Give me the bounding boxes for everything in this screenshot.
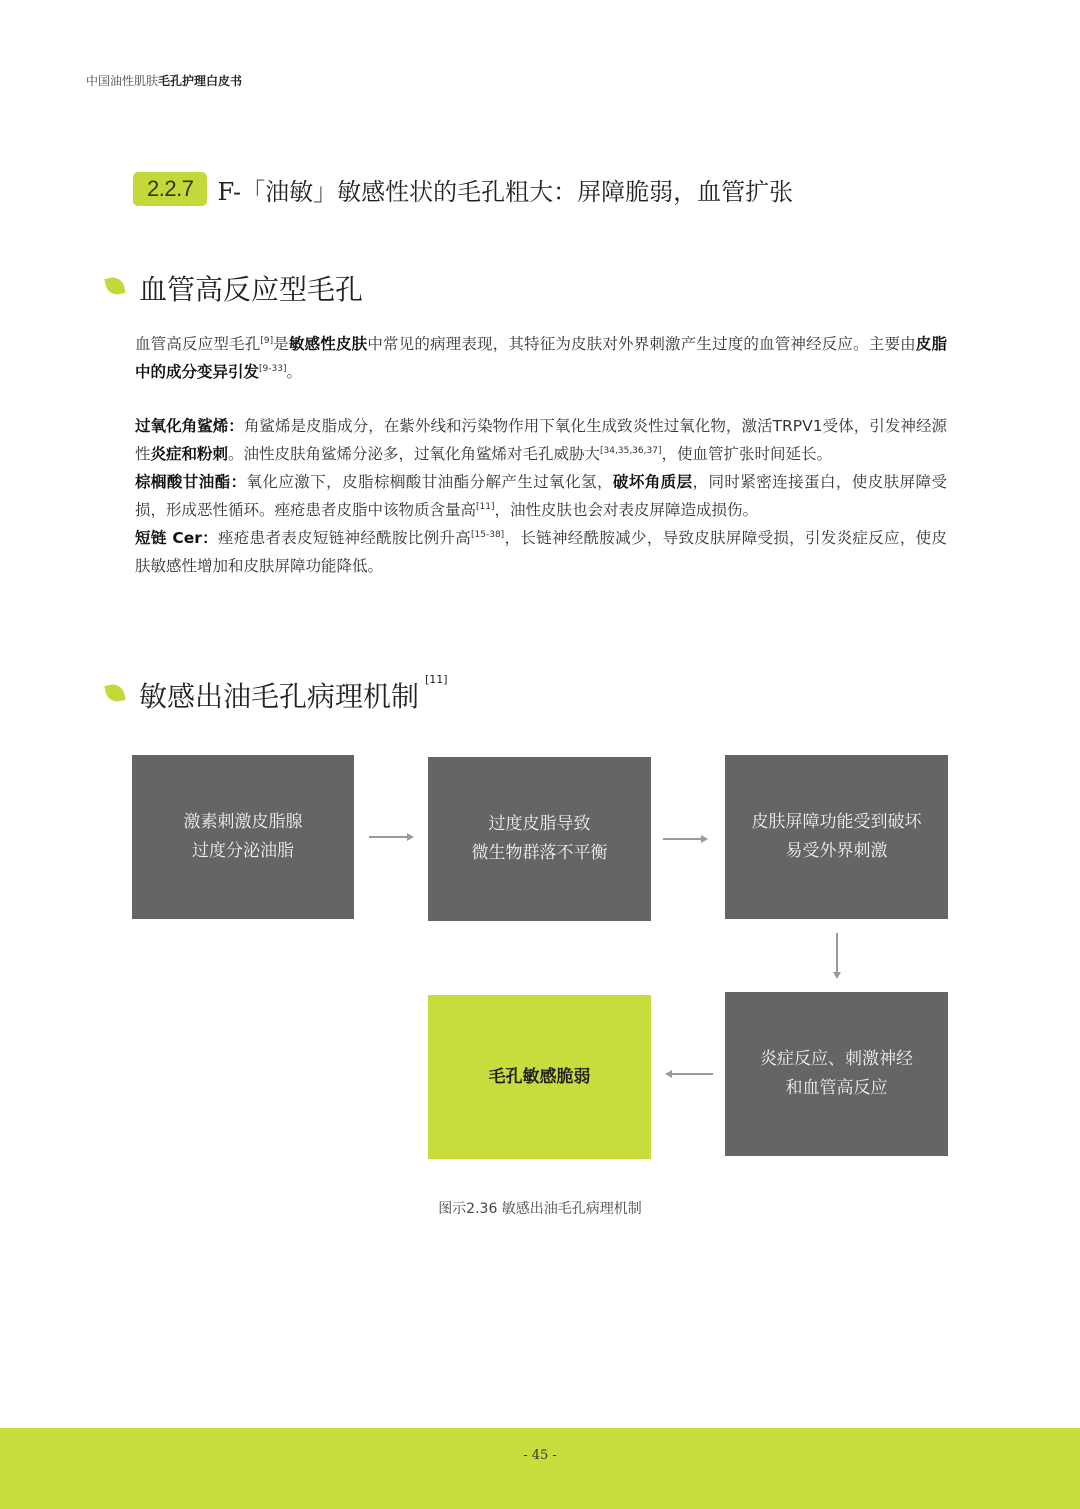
intro-bold-1: 敏感性皮肤 bbox=[288, 335, 368, 353]
arrow-left-icon bbox=[663, 1067, 715, 1081]
item-text: ，同时紧密连接蛋白，使皮肤屏障受损，形成恶性循环。痤疮患者皮脂中该物质含量高 bbox=[135, 473, 947, 519]
section-heading bbox=[133, 170, 793, 208]
intro-text-3: 中常见的病理表现，其特征为皮肤对外界刺激产生过度的血管神经反应。主要由 bbox=[367, 335, 916, 353]
item-text: 痤疮患者表皮短链神经酰胺比例升高 bbox=[218, 529, 472, 547]
citation: [9] bbox=[260, 336, 274, 346]
running-header bbox=[86, 72, 242, 89]
citation: [9-33] bbox=[259, 364, 287, 374]
flow-box-line: 过度分泌油脂 bbox=[192, 841, 294, 861]
item-bold: 破坏角质层 bbox=[612, 473, 693, 491]
flow-box-sensitive-pores bbox=[428, 995, 651, 1159]
intro-text-4: 。 bbox=[286, 363, 302, 381]
flow-box-microbiome bbox=[428, 757, 651, 921]
item-bold: 炎症和粉刺 bbox=[150, 445, 229, 463]
list-item-cer bbox=[135, 524, 947, 580]
item-text: ，使血管扩张时间延长。 bbox=[661, 445, 832, 463]
intro-text-2: 是 bbox=[273, 335, 289, 353]
citation: [15-38] bbox=[471, 530, 505, 540]
flow-box-line: 和血管高反应 bbox=[785, 1078, 888, 1098]
leaf-icon bbox=[104, 682, 125, 703]
list-item-squalene bbox=[135, 412, 947, 468]
page-number: - 45 - bbox=[523, 1448, 557, 1463]
flow-box-line: 炎症反应、刺激神经 bbox=[760, 1049, 913, 1069]
item-text: ，油性皮肤也会对表皮屏障造成损伤。 bbox=[494, 501, 759, 519]
arrow-right-icon bbox=[368, 830, 416, 844]
item-text: ，长链神经酰胺减少，导致皮肤屏障受损，引发炎症反应，使皮肤敏感性增加和皮肤屏障功能降低。 bbox=[135, 529, 947, 575]
mechanism-list bbox=[135, 412, 947, 580]
header-prefix: 中国油性肌肤 bbox=[86, 74, 159, 88]
arrow-down-icon bbox=[830, 932, 844, 980]
item-term: 棕榈酸甘油酯： bbox=[135, 473, 247, 491]
intro-text-1: 血管高反应型毛孔 bbox=[135, 335, 261, 353]
intro-bold-2: 皮脂中的成分变异引发 bbox=[135, 335, 947, 381]
section-number-badge: 2.2.7 bbox=[133, 172, 207, 206]
citation: [11] bbox=[425, 673, 448, 686]
subsection-heading-text: 敏感出油毛孔病理机制 bbox=[139, 680, 420, 713]
flow-box-line: 过度皮脂导致 bbox=[488, 814, 591, 834]
item-term: 短链 Cer： bbox=[135, 529, 218, 547]
list-item-palmitate bbox=[135, 468, 947, 524]
item-text: 角鲨烯是皮脂成分，在紫外线和污染物作用下氧化生成致炎性过氧化物，激活TRPV1受体，引发神经源性 bbox=[135, 417, 947, 463]
figure-caption: 图示2.36 敏感出油毛孔病理机制 bbox=[438, 1201, 642, 1217]
flow-box-line: 毛孔敏感脆弱 bbox=[488, 1066, 591, 1087]
item-text: 。油性皮肤角鲨烯分泌多，过氧化角鲨烯对毛孔威胁大 bbox=[228, 445, 601, 463]
leaf-icon bbox=[104, 275, 125, 296]
subsection-heading-mechanism bbox=[139, 675, 448, 715]
flow-box-line: 激素刺激皮脂腺 bbox=[183, 812, 303, 832]
citation: [11] bbox=[476, 502, 495, 512]
flow-box-line: 易受外界刺激 bbox=[785, 841, 888, 861]
arrow-right-icon bbox=[662, 832, 710, 846]
header-title: 毛孔护理白皮书 bbox=[158, 74, 243, 88]
flow-box-line: 微生物群落不平衡 bbox=[471, 843, 608, 863]
flow-box-line: 皮肤屏障功能受到破坏 bbox=[751, 812, 922, 832]
citation: [34,35,36,37] bbox=[600, 446, 662, 456]
flow-box-barrier bbox=[725, 755, 948, 919]
footer-bar bbox=[0, 1428, 1080, 1509]
flow-box-inflammation bbox=[725, 992, 948, 1156]
intro-paragraph bbox=[135, 330, 947, 386]
item-term: 过氧化角鲨烯： bbox=[135, 417, 244, 435]
flow-box-hormone bbox=[132, 755, 354, 919]
section-title: F-「油敏」敏感性状的毛孔粗大：屏障脆弱，血管扩张 bbox=[217, 177, 794, 206]
item-text: 氧化应激下，皮脂棕榈酸甘油酯分解产生过氧化氢， bbox=[246, 473, 613, 491]
subsection-heading-vascular: 血管高反应型毛孔 bbox=[139, 273, 364, 306]
